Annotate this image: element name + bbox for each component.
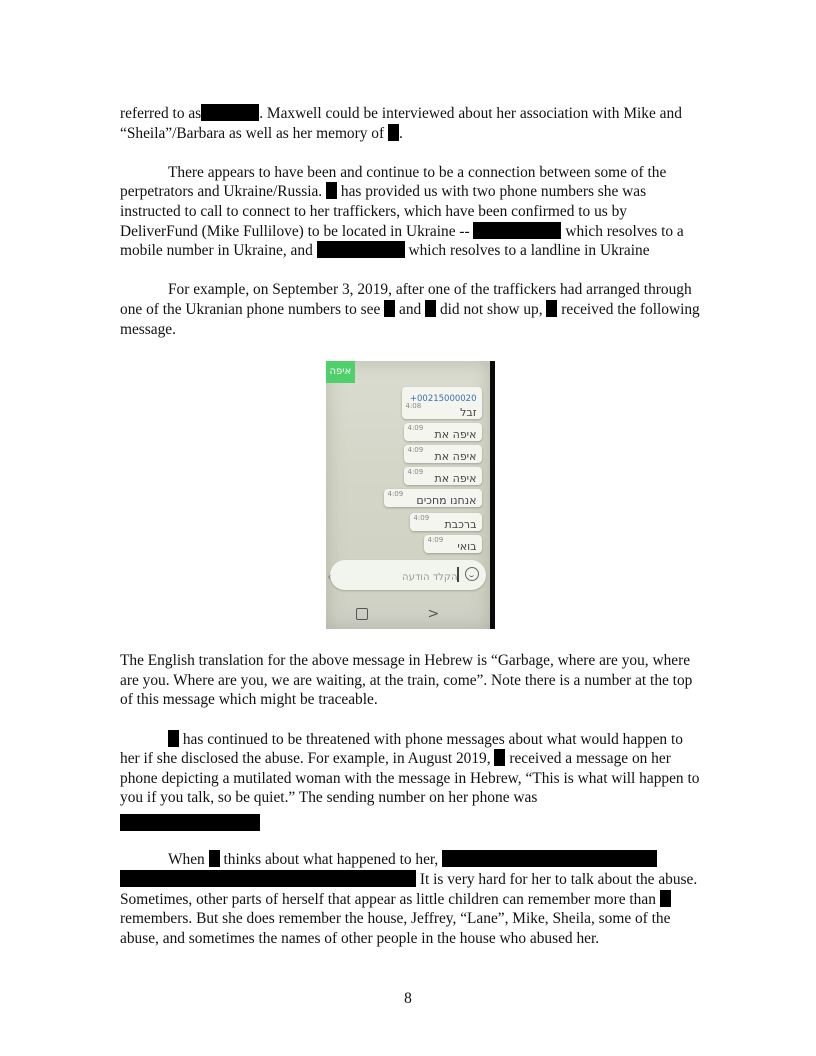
redaction-box <box>120 870 416 887</box>
message-text: ברכבת <box>444 518 477 532</box>
sender-number: +00215000020 <box>409 394 477 405</box>
message-time: 4:09 <box>427 535 444 544</box>
redaction-box <box>326 182 337 199</box>
paragraph-6 <box>120 850 700 948</box>
redaction-box <box>201 104 259 121</box>
message-input <box>327 560 486 590</box>
paragraph-4 <box>120 651 700 710</box>
text-run: which resolves to a landline in Ukraine <box>408 242 650 260</box>
message-bubble <box>404 467 482 485</box>
text-run: has continued to be threatened with phone messages about what would happen to her if she disclosed the abuse. For example, in August 2019, <box>120 730 683 768</box>
message-text: איפה את <box>434 428 477 442</box>
text-run: The English translation for the above message in Hebrew is “Garbage, where are you, where are you. Where are you, we are waiting, at the train, come”. Note there is a number at the top of this message which might be traceable. <box>120 652 693 709</box>
text-run: . <box>398 124 403 142</box>
message-text: זבל <box>460 406 477 420</box>
phone-nav-bar <box>326 601 490 629</box>
message-bubble <box>410 513 482 531</box>
text-caret <box>457 567 459 582</box>
text-run: remembers. But she does remember the house, Jeffrey, “Lane”, Mike, Sheila, some of the abuse, and sometimes the names of other people in the house who abused her. <box>120 910 671 947</box>
message-time: 4:09 <box>407 445 424 454</box>
page-number: 8 <box>404 990 412 1007</box>
input-placeholder: הקלד הודעה <box>402 572 458 584</box>
emoji-icon <box>465 567 479 581</box>
message-text: בואי <box>457 540 477 554</box>
paragraph-1 <box>120 104 700 143</box>
message-time: 4:09 <box>407 423 424 432</box>
message-text: איפה את <box>434 450 477 464</box>
message-bubble <box>404 423 482 441</box>
message-bubble <box>424 535 482 553</box>
redaction-box <box>384 300 395 317</box>
send-arrow-icon: ‹ <box>327 572 332 584</box>
text-run: For example, on September 3, 2019, after one of the traffickers had arranged through one of the Ukranian phone numbers to see <box>120 281 692 318</box>
back-icon: > <box>427 606 440 623</box>
text-run: There appears to have been and continue to be a connection between some of the perpetrators and Ukraine/Russia. <box>120 163 667 201</box>
text-run: has provided us with two phone numbers she was instructed to call to connect to her traffickers, which have been confirmed to us by DeliverFund (Mike Fullilove) to be located in Ukraine -- <box>120 183 647 240</box>
message-time: 4:09 <box>413 513 430 522</box>
redaction-box <box>168 730 179 747</box>
message-text: איפה את <box>434 472 477 486</box>
text-run: and <box>399 300 422 318</box>
redaction-box <box>494 749 505 766</box>
paragraph-3 <box>120 280 700 339</box>
message-time: 4:08 <box>405 401 422 410</box>
text-run: referred to as <box>120 105 202 122</box>
text-run: It is very hard for her to talk about the abuse. Sometimes, other parts of herself that appear as little children can remember more than <box>120 871 698 908</box>
paragraph-2 <box>120 163 700 261</box>
redaction-box <box>473 222 561 239</box>
message-time: 4:09 <box>387 489 404 498</box>
message-text: אנחנו מחכים <box>416 494 477 508</box>
message-time: 4:09 <box>407 467 424 476</box>
text-run: When <box>168 851 205 869</box>
redaction-box <box>660 890 671 907</box>
redaction-box <box>120 814 260 831</box>
text-run: received a message on her phone depicting a mutilated woman with the message in Hebrew, “This is what will happen to you if you talk, so be quiet.” The sending number on her phone was <box>120 750 700 807</box>
document-body <box>120 104 700 968</box>
text-run: did not show up, <box>439 300 543 318</box>
text-run: thinks about what happened to her, <box>223 851 439 869</box>
recent-apps-icon <box>356 608 368 620</box>
redaction-box <box>442 850 657 867</box>
phone-screenshot <box>326 361 495 629</box>
redaction-box <box>209 850 220 867</box>
message-bubble <box>404 445 482 463</box>
text-run: which resolves to a mobile number in Ukraine, and <box>120 222 684 260</box>
chat-tag: איפה <box>326 361 356 383</box>
message-bubble <box>384 489 482 507</box>
paragraph-5 <box>120 730 700 808</box>
redaction-box <box>425 300 436 317</box>
text-run: . Maxwell could be interviewed about her association with Mike and “Sheila”/Barbara as well as her memory of <box>120 105 682 142</box>
redaction-box <box>388 124 399 141</box>
text-run: received the following message. <box>120 300 700 338</box>
redaction-box <box>317 241 405 258</box>
redaction-box <box>546 300 557 317</box>
message-bubble <box>402 387 482 419</box>
